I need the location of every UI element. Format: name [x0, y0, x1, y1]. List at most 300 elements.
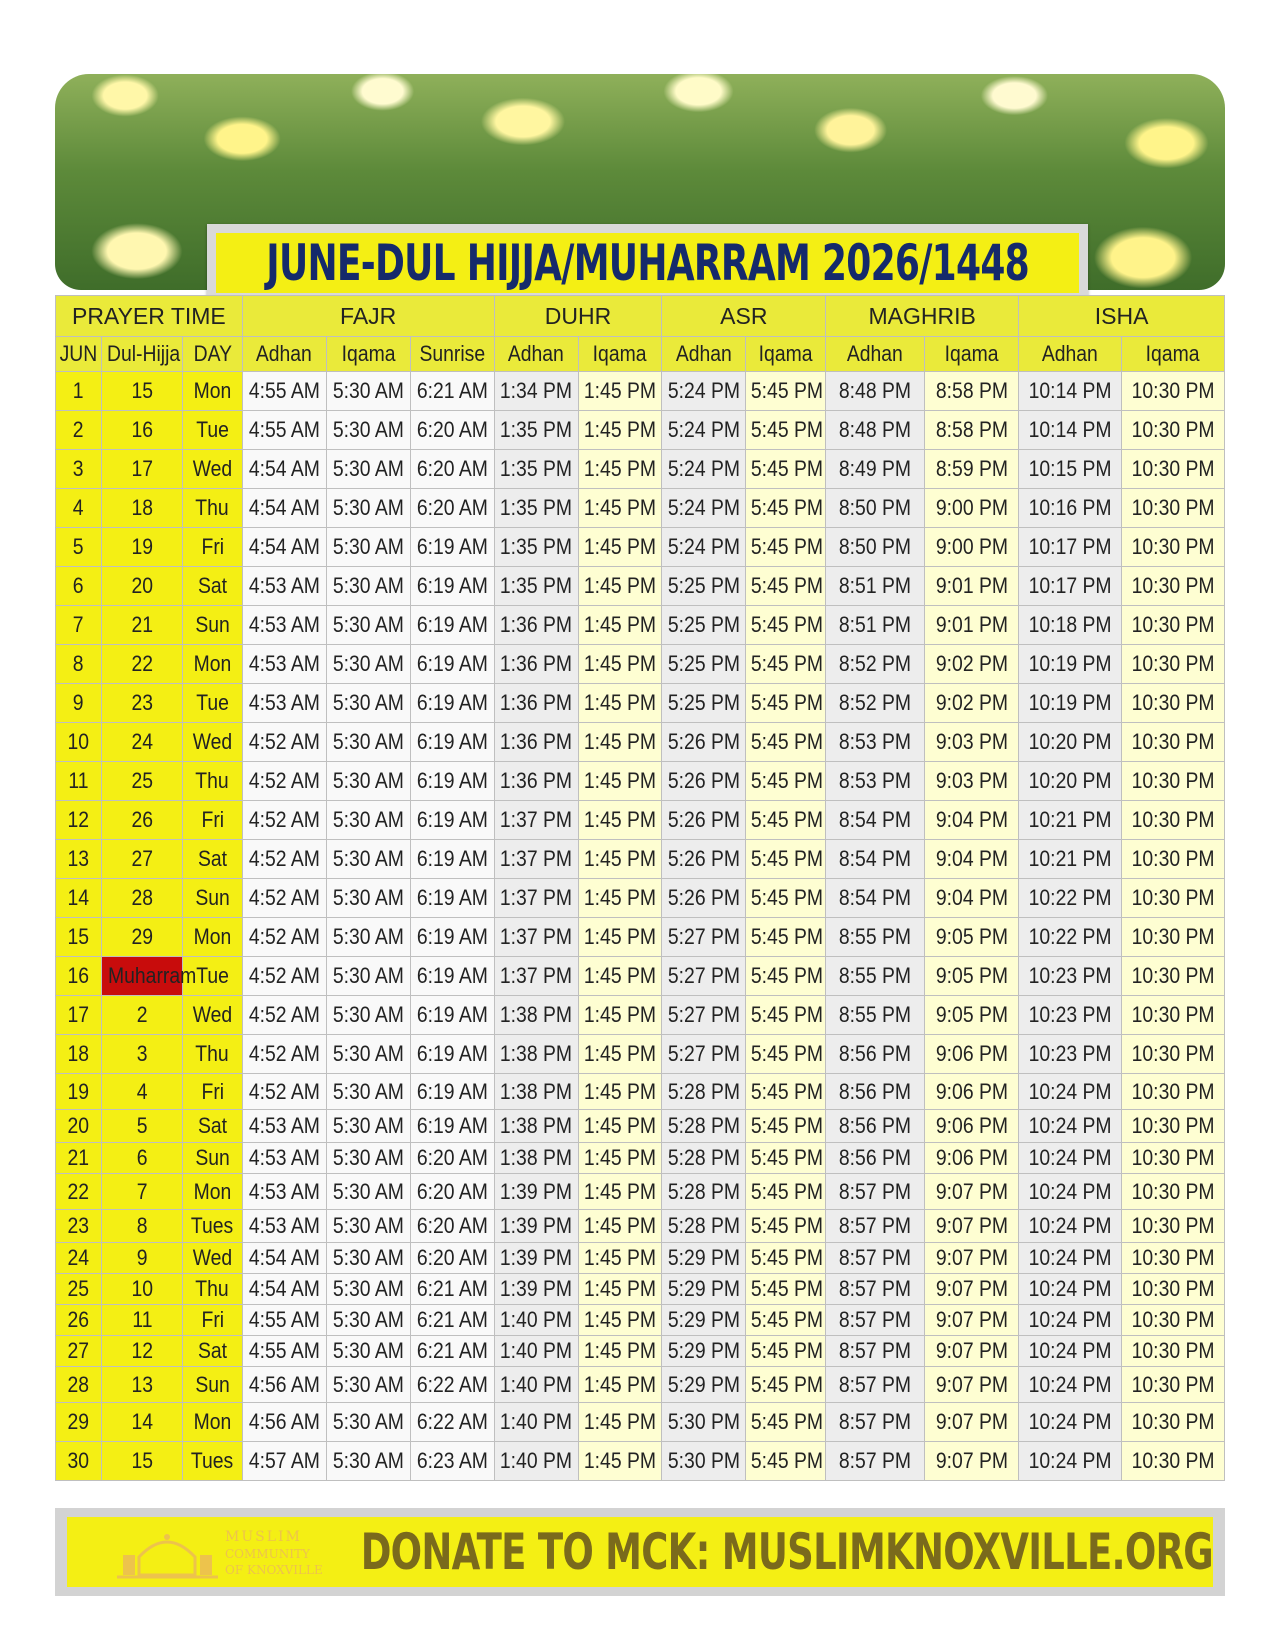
table-cell — [924, 1305, 1018, 1336]
table-cell — [1019, 957, 1122, 996]
table-cell — [182, 567, 242, 606]
table-cell — [826, 723, 925, 762]
cell-value: 22 — [131, 651, 153, 676]
cell-value: 10:24 PM — [1028, 1078, 1112, 1104]
table-cell — [182, 1174, 242, 1210]
table-cell — [826, 372, 925, 411]
cell-value: 9:03 PM — [935, 729, 1008, 754]
table-cell — [826, 840, 925, 879]
table-cell — [242, 1305, 326, 1336]
table-cell — [1122, 528, 1225, 567]
column-header — [56, 337, 102, 372]
table-cell — [56, 372, 102, 411]
cell-value: 4:54 AM — [248, 456, 320, 481]
table-cell — [924, 1403, 1018, 1442]
cell-value: 8:52 PM — [838, 651, 912, 676]
table-cell — [102, 411, 183, 450]
cell-value: 6:20 AM — [416, 1145, 488, 1170]
cell-value: 10:30 PM — [1131, 1113, 1215, 1138]
cell-value: 16 — [131, 417, 153, 442]
table-cell — [746, 762, 826, 801]
table-cell — [242, 1442, 326, 1481]
column-header-label: DAY — [193, 341, 232, 366]
cell-value: 6:20 AM — [416, 1178, 488, 1204]
table-cell — [662, 606, 746, 645]
table-cell — [102, 1074, 183, 1110]
table-cell — [1019, 528, 1122, 567]
cell-value: 25 — [67, 1276, 90, 1301]
table-cell — [56, 1143, 102, 1174]
cell-value: 1:38 PM — [499, 1078, 573, 1104]
cell-value: 10:30 PM — [1131, 573, 1215, 598]
table-cell — [56, 1367, 102, 1403]
cell-value: 8 — [136, 1213, 148, 1238]
table-cell — [1019, 996, 1122, 1035]
cell-value: 1:45 PM — [583, 651, 657, 676]
cell-value: 5:30 AM — [332, 1078, 404, 1104]
cell-value: 6:19 AM — [416, 612, 488, 637]
cell-value: 5:45 PM — [751, 612, 824, 637]
table-cell — [924, 762, 1018, 801]
cell-value: 10:17 PM — [1028, 573, 1112, 598]
column-header-label: JUN — [59, 341, 98, 366]
table-cell — [56, 606, 102, 645]
cell-value: 4:52 AM — [248, 768, 320, 793]
cell-value: 1:37 PM — [499, 846, 573, 871]
table-cell — [102, 1110, 183, 1143]
table-cell — [410, 996, 494, 1035]
table-cell — [1019, 1367, 1122, 1403]
table-cell — [1019, 1143, 1122, 1174]
table-cell — [410, 645, 494, 684]
table-cell — [662, 1403, 746, 1442]
table-cell — [1019, 1403, 1122, 1442]
table-cell — [494, 1403, 578, 1442]
cell-value: 5 — [136, 1113, 148, 1138]
table-cell — [102, 723, 183, 762]
cell-value: 1:35 PM — [499, 456, 573, 481]
table-cell — [578, 1403, 662, 1442]
table-row — [56, 411, 1225, 450]
cell-value: 4:55 AM — [248, 1307, 320, 1332]
table-cell — [410, 879, 494, 918]
table-cell — [746, 1210, 826, 1243]
cell-value: 6:20 AM — [416, 456, 488, 481]
cell-value: 4:53 AM — [248, 1178, 320, 1204]
table-cell — [494, 1143, 578, 1174]
cell-value: 5:45 PM — [751, 1041, 824, 1066]
table-cell — [56, 684, 102, 723]
cell-value: 27 — [131, 846, 153, 871]
cell-value: 4:56 AM — [248, 1371, 320, 1397]
table-cell — [578, 1243, 662, 1274]
cell-value: 14 — [131, 1409, 153, 1434]
cell-value: 1:45 PM — [583, 1213, 657, 1238]
table-cell — [1122, 1336, 1225, 1367]
column-header-label: Adhan — [846, 341, 903, 366]
table-cell — [746, 684, 826, 723]
table-cell — [578, 879, 662, 918]
table-cell — [494, 723, 578, 762]
cell-value: 1:37 PM — [499, 963, 573, 988]
table-cell — [826, 567, 925, 606]
cell-value: 10:30 PM — [1131, 378, 1215, 403]
table-cell — [410, 1174, 494, 1210]
cell-value: 1:45 PM — [583, 1245, 657, 1270]
cell-value: 6:21 AM — [416, 378, 488, 403]
cell-value: 1:40 PM — [499, 1371, 573, 1397]
table-cell — [410, 411, 494, 450]
column-header-label: Iqama — [758, 341, 813, 366]
cell-value: 23 — [67, 1213, 90, 1238]
table-cell — [410, 372, 494, 411]
cell-value: 5:30 AM — [332, 885, 404, 910]
cell-value: 7 — [136, 1178, 148, 1204]
table-cell — [924, 645, 1018, 684]
cell-value: 8:50 PM — [838, 534, 912, 559]
cell-value: 5:45 PM — [751, 1178, 824, 1204]
cell-value: 5:25 PM — [667, 573, 740, 598]
table-cell — [578, 450, 662, 489]
table-cell — [746, 1110, 826, 1143]
table-cell — [826, 801, 925, 840]
cell-value: 5:29 PM — [667, 1371, 740, 1397]
table-cell — [1122, 1143, 1225, 1174]
cell-value: 5:26 PM — [667, 885, 740, 910]
cell-value: 8:57 PM — [838, 1245, 912, 1270]
table-cell — [102, 489, 183, 528]
cell-value: Fri — [201, 534, 224, 559]
table-cell — [326, 1442, 410, 1481]
cell-value: Tue — [196, 690, 229, 715]
table-row — [56, 762, 1225, 801]
cell-value: 1:39 PM — [499, 1276, 573, 1301]
cell-value: 4:54 AM — [248, 534, 320, 559]
table-cell — [102, 684, 183, 723]
table-cell — [924, 1274, 1018, 1305]
table-cell — [746, 1174, 826, 1210]
cell-value: 5:45 PM — [751, 1145, 824, 1170]
table-cell — [662, 996, 746, 1035]
table-cell — [826, 762, 925, 801]
cell-value: 5:30 AM — [332, 651, 404, 676]
table-cell — [494, 801, 578, 840]
cell-value: 8:57 PM — [838, 1178, 912, 1204]
table-cell — [242, 1210, 326, 1243]
column-header — [1122, 337, 1225, 372]
cell-value: 1:40 PM — [499, 1409, 573, 1434]
table-cell — [56, 1074, 102, 1110]
cell-value: 1:45 PM — [583, 1041, 657, 1066]
table-cell — [494, 450, 578, 489]
table-cell — [924, 1143, 1018, 1174]
cell-value: 1:34 PM — [499, 378, 573, 403]
table-cell — [578, 1110, 662, 1143]
cell-value: 5:24 PM — [667, 417, 740, 442]
table-cell — [242, 879, 326, 918]
table-cell — [1019, 1442, 1122, 1481]
table-cell — [662, 489, 746, 528]
cell-value: Tues — [191, 1448, 234, 1473]
cell-value: 10:24 PM — [1028, 1307, 1112, 1332]
table-cell — [924, 957, 1018, 996]
cell-value: 8:51 PM — [838, 573, 912, 598]
table-cell — [410, 450, 494, 489]
table-cell — [662, 1174, 746, 1210]
cell-value: 9:07 PM — [935, 1371, 1008, 1397]
table-cell — [242, 801, 326, 840]
table-cell — [1122, 1243, 1225, 1274]
table-row — [56, 1174, 1225, 1210]
table-cell — [182, 684, 242, 723]
table-cell — [242, 1367, 326, 1403]
table-cell — [662, 1210, 746, 1243]
table-cell — [326, 1367, 410, 1403]
cell-value: 8:52 PM — [838, 690, 912, 715]
cell-value: 10:24 PM — [1028, 1276, 1112, 1301]
cell-value: 4:56 AM — [248, 1409, 320, 1434]
cell-value: 5:45 PM — [751, 1113, 824, 1138]
cell-value: 6:19 AM — [416, 1078, 488, 1104]
table-cell — [662, 918, 746, 957]
table-cell — [410, 528, 494, 567]
cell-value: 13 — [67, 846, 90, 871]
table-cell — [746, 801, 826, 840]
cell-value: 4:55 AM — [248, 378, 320, 403]
table-cell — [578, 1035, 662, 1074]
table-cell — [1122, 1074, 1225, 1110]
table-cell — [1019, 879, 1122, 918]
column-header-label: Dul-Hijja — [107, 341, 181, 366]
cell-value: 5:30 AM — [332, 573, 404, 598]
table-cell — [924, 1174, 1018, 1210]
column-header — [578, 337, 662, 372]
cell-value: 5:45 PM — [751, 768, 824, 793]
table-cell — [662, 1336, 746, 1367]
table-cell — [924, 840, 1018, 879]
table-cell — [746, 645, 826, 684]
cell-value: 5:30 PM — [667, 1409, 740, 1434]
table-cell — [102, 1442, 183, 1481]
cell-value: 4:52 AM — [248, 1002, 320, 1027]
cell-value: 6:19 AM — [416, 807, 488, 832]
table-cell — [326, 1274, 410, 1305]
table-cell — [662, 645, 746, 684]
cell-value: 5:26 PM — [667, 807, 740, 832]
cell-value: 6:21 AM — [416, 1276, 488, 1301]
table-cell — [410, 1243, 494, 1274]
cell-value: 9:00 PM — [935, 495, 1008, 520]
table-row — [56, 1274, 1225, 1305]
column-header — [410, 337, 494, 372]
cell-value: 19 — [67, 1078, 90, 1104]
cell-value: 6:19 AM — [416, 768, 488, 793]
table-cell — [746, 918, 826, 957]
cell-value: 1:45 PM — [583, 456, 657, 481]
table-cell — [102, 567, 183, 606]
table-cell — [410, 1403, 494, 1442]
cell-value: 10:17 PM — [1028, 534, 1112, 559]
cell-value: 5:30 AM — [332, 1178, 404, 1204]
cell-value: 29 — [131, 924, 153, 949]
table-cell — [746, 411, 826, 450]
table-cell — [410, 489, 494, 528]
cell-value: 10:30 PM — [1131, 1213, 1215, 1238]
table-cell — [494, 606, 578, 645]
table-cell — [326, 567, 410, 606]
table-row — [56, 1143, 1225, 1174]
table-cell — [182, 1442, 242, 1481]
cell-value: 17 — [67, 1002, 90, 1027]
table-cell — [1122, 996, 1225, 1035]
table-cell — [326, 996, 410, 1035]
table-cell — [662, 684, 746, 723]
donate-link[interactable] — [360, 1517, 1214, 1587]
table-cell — [662, 723, 746, 762]
table-cell — [102, 1174, 183, 1210]
table-cell — [242, 1035, 326, 1074]
cell-value: 1:37 PM — [499, 807, 573, 832]
table-cell — [924, 1110, 1018, 1143]
table-row — [56, 489, 1225, 528]
cell-value: 5:27 PM — [667, 1002, 740, 1027]
cell-value: 6:21 AM — [416, 1338, 488, 1363]
table-cell — [242, 723, 326, 762]
table-cell — [182, 1336, 242, 1367]
table-cell — [826, 957, 925, 996]
table-cell — [56, 489, 102, 528]
header-maghrib: MAGHRIB — [826, 296, 1019, 337]
table-cell — [746, 1367, 826, 1403]
table-cell — [662, 411, 746, 450]
cell-value: 5:26 PM — [667, 846, 740, 871]
cell-value: 5:25 PM — [667, 690, 740, 715]
table-cell — [826, 1367, 925, 1403]
cell-value: 5:30 AM — [332, 534, 404, 559]
table-cell — [1019, 1336, 1122, 1367]
table-cell — [578, 762, 662, 801]
cell-value: 5:45 PM — [751, 1307, 824, 1332]
cell-value: 4:52 AM — [248, 807, 320, 832]
table-cell — [1122, 1305, 1225, 1336]
table-cell — [1019, 1110, 1122, 1143]
table-body — [56, 372, 1225, 1481]
cell-value: 5:30 AM — [332, 807, 404, 832]
table-cell — [924, 684, 1018, 723]
cell-value: 5:30 AM — [332, 1245, 404, 1270]
table-cell — [746, 1143, 826, 1174]
cell-value: 5:30 AM — [332, 768, 404, 793]
table-cell — [102, 645, 183, 684]
table-cell — [326, 528, 410, 567]
logo-text-line-1: MUSLIM — [225, 1529, 302, 1545]
cell-value: 6:19 AM — [416, 573, 488, 598]
column-header — [242, 337, 326, 372]
mosque-icon — [115, 1525, 220, 1581]
table-row — [56, 567, 1225, 606]
table-cell — [410, 1274, 494, 1305]
cell-value: Wed — [192, 1245, 233, 1270]
cell-value: 13 — [131, 1371, 153, 1397]
table-cell — [102, 840, 183, 879]
table-cell — [326, 1035, 410, 1074]
column-header-label: Adhan — [508, 341, 565, 366]
cell-value: Fri — [201, 1307, 224, 1332]
cell-value: 1:45 PM — [583, 534, 657, 559]
cell-value: 16 — [67, 963, 90, 988]
table-cell — [242, 567, 326, 606]
cell-value: 5:29 PM — [667, 1245, 740, 1270]
table-row — [56, 801, 1225, 840]
column-header — [1019, 337, 1122, 372]
table-cell — [1019, 1174, 1122, 1210]
table-cell — [1019, 372, 1122, 411]
cell-value: 5:25 PM — [667, 651, 740, 676]
cell-value: 1:45 PM — [583, 885, 657, 910]
cell-value: 5:27 PM — [667, 963, 740, 988]
table-cell — [1122, 1367, 1225, 1403]
table-cell — [494, 372, 578, 411]
cell-value: 10:30 PM — [1131, 1371, 1215, 1397]
table-cell — [1122, 489, 1225, 528]
cell-value: 26 — [131, 807, 153, 832]
cell-value: 4:53 AM — [248, 1113, 320, 1138]
cell-value: 9:07 PM — [935, 1409, 1008, 1434]
table-cell — [1019, 918, 1122, 957]
table-cell — [326, 1174, 410, 1210]
cell-value: 4:54 AM — [248, 1276, 320, 1301]
cell-value: 5:45 PM — [751, 885, 824, 910]
table-cell — [578, 723, 662, 762]
cell-value: 9:01 PM — [935, 612, 1008, 637]
cell-value: 1:35 PM — [499, 534, 573, 559]
table-cell — [326, 489, 410, 528]
table-cell — [1122, 411, 1225, 450]
table-cell — [826, 489, 925, 528]
table-cell — [326, 1110, 410, 1143]
cell-value: Thu — [195, 495, 230, 520]
cell-value: 5:30 AM — [332, 378, 404, 403]
table-cell — [56, 996, 102, 1035]
cell-value: 5:24 PM — [667, 495, 740, 520]
cell-value: Sun — [195, 885, 230, 910]
table-cell — [578, 1305, 662, 1336]
table-cell — [578, 489, 662, 528]
table-cell — [1019, 723, 1122, 762]
table-cell — [182, 1403, 242, 1442]
cell-value: 4:57 AM — [248, 1448, 320, 1473]
table-cell — [182, 489, 242, 528]
cell-value: Thu — [195, 768, 230, 793]
cell-value: 10:30 PM — [1131, 495, 1215, 520]
table-cell — [1122, 684, 1225, 723]
cell-value: 9:02 PM — [935, 690, 1008, 715]
table-cell — [826, 1243, 925, 1274]
table-cell — [242, 762, 326, 801]
header-group-row — [56, 296, 1225, 337]
table-cell — [1019, 840, 1122, 879]
table-cell — [182, 1035, 242, 1074]
table-row — [56, 606, 1225, 645]
cell-value: 1:36 PM — [499, 690, 573, 715]
cell-value: 1:37 PM — [499, 885, 573, 910]
cell-value: 10:30 PM — [1131, 885, 1215, 910]
table-cell — [826, 879, 925, 918]
cell-value: 1:40 PM — [499, 1338, 573, 1363]
cell-value: 8:57 PM — [838, 1409, 912, 1434]
cell-value: 4:55 AM — [248, 1338, 320, 1363]
cell-value: Sun — [195, 612, 230, 637]
